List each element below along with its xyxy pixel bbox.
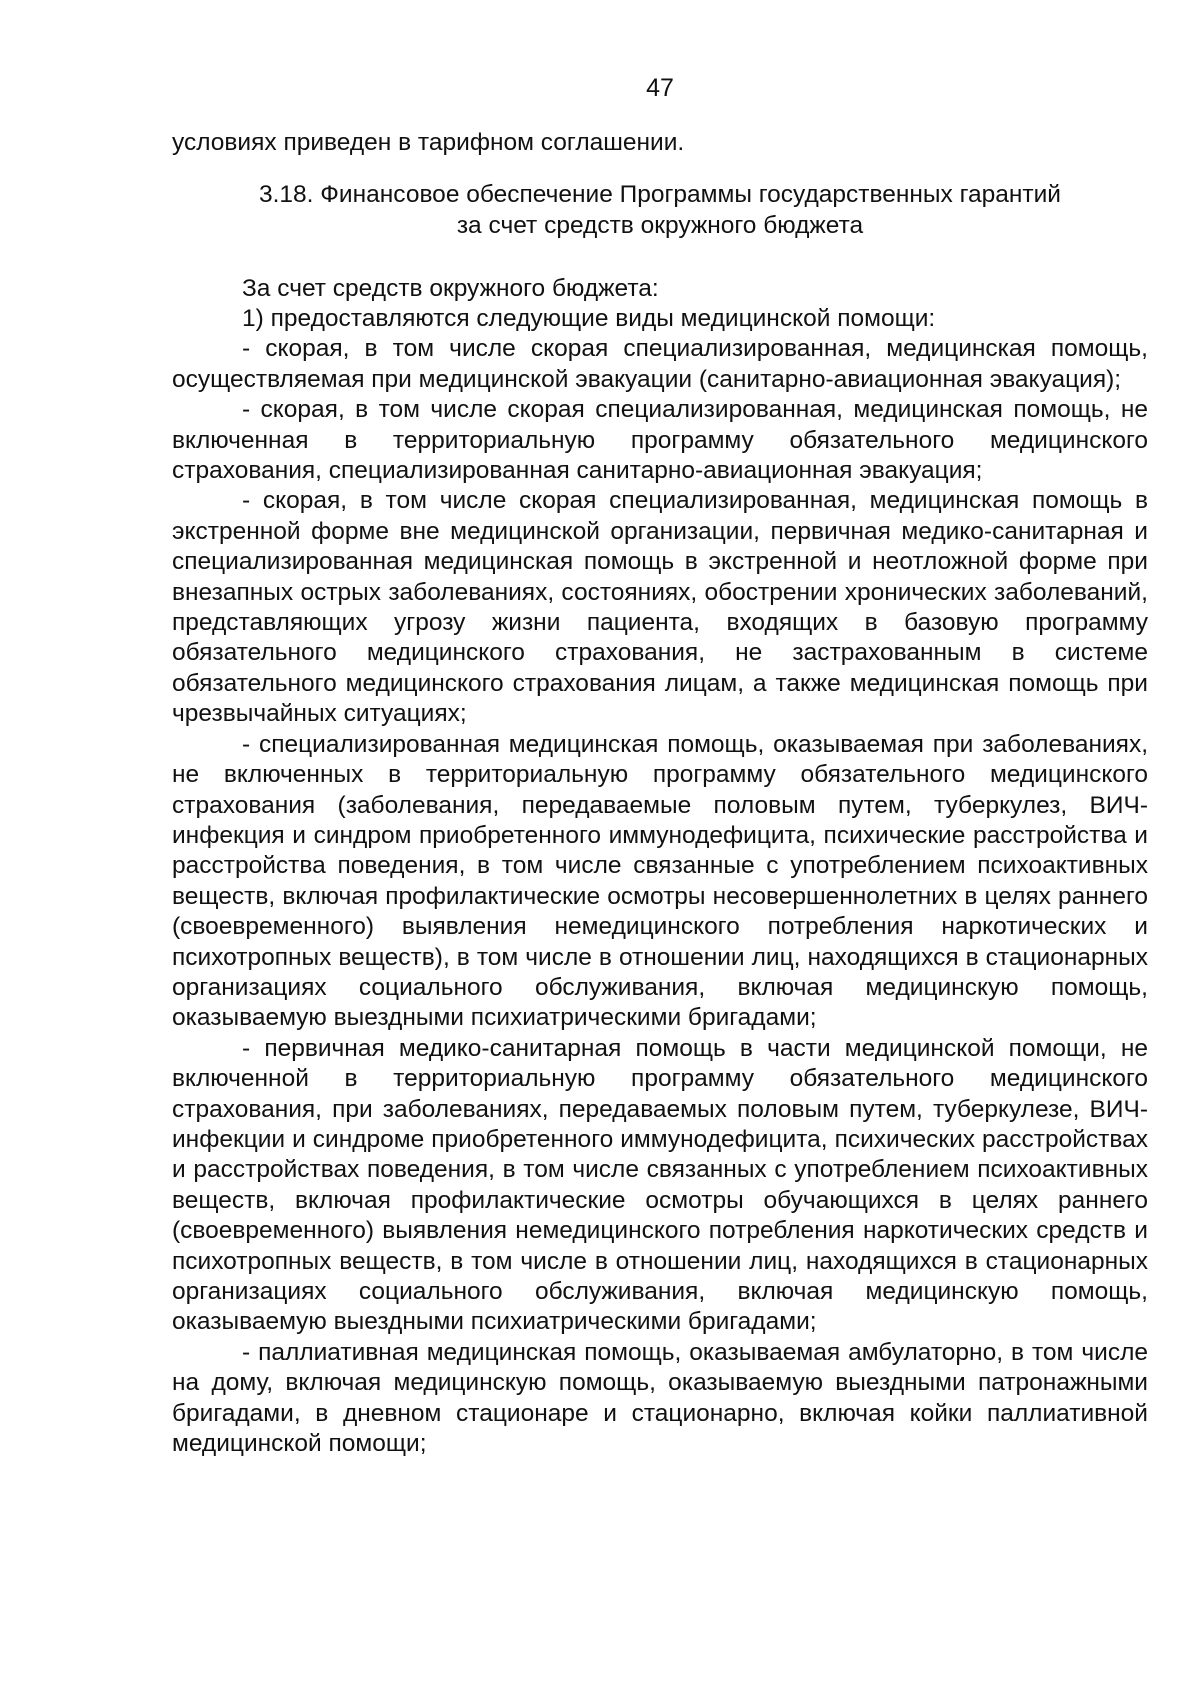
section-heading — [172, 180, 1148, 241]
page-number: 47 — [646, 74, 674, 102]
section-heading-line-2: за счет средств окружного бюджета — [456, 212, 864, 239]
list-item-1: - скорая, в том числе скорая специализированная, медицинская помощь, осуществляемая при медицинской эвакуации (санитарно-авиационная эвакуация); — [172, 335, 1148, 393]
list-item-5: - первичная медико-санитарная помощь в части медицинской помощи, не включенной в территориальную программу обязательного медицинского страхования, при заболеваниях, передаваемых половым путем, туберкулезе, ВИЧ-инфекции и синдроме приобретенного иммунодефицита, психических расстройствах и расстройствах поведения, в том числе связанных с употреблением психоактивных веществ, включая профилактические осмотры обучающихся в целях раннего (своевременного) выявления немедицинского потребления наркотических средств и психотропных веществ, в том числе в отношении лиц, находящихся в стационарных организациях социального обслуживания, включая медицинскую помощь, оказываемую выездными психиатрическими бригадами; — [172, 1034, 1148, 1336]
carryover-paragraph: условиях приведен в тарифном соглашении. — [172, 129, 685, 156]
list-item-3: - скорая, в том числе скорая специализированная, медицинская помощь в экстренной форме вне медицинской организации, первичная медико-санитарная и специализированная медицинская помощь в экстренной и неотложной форме при внезапных острых заболеваниях, состояниях, обострении хронических заболеваний, представляющих угрозу жизни пациента, входящих в базовую программу обязательного медицинского страхования, не застрахованным в системе обязательного медицинского страхования лицам, а также медицинская помощь при чрезвычайных ситуациях; — [172, 487, 1148, 728]
document-body — [172, 128, 1148, 1459]
document-page — [172, 0, 1148, 1697]
list-item-4: - специализированная медицинская помощь, оказываемая при заболеваниях, не включенных в территориальную программу обязательного медицинского страхования (заболевания, передаваемые половым путем, туберкулез, ВИЧ-инфекция и синдром приобретенного иммунодефицита, психические расстройства и расстройства поведения, в том числе связанные с употреблением психоактивных веществ, включая профилактические осмотры несовершеннолетних в целях раннего (своевременного) выявления немедицинского потребления наркотических и психотропных веществ), в том числе в отношении лиц, находящихся в стационарных организациях социального обслуживания, включая медицинскую помощь, оказываемую выездными психиатрическими бригадами; — [172, 730, 1148, 1032]
intro-paragraph: За счет средств окружного бюджета: — [242, 274, 659, 302]
list-item-2: - скорая, в том числе скорая специализированная, медицинская помощь, не включенная в территориальную программу обязательного медицинского страхования, специализированная санитарно-авиационная эвакуация; — [172, 396, 1148, 485]
subintro-paragraph: 1) предоставляются следующие виды медицинской помощи: — [242, 305, 936, 332]
section-heading-line-1: 3.18. Финансовое обеспечение Программы государственных гарантий — [259, 181, 1061, 209]
list-item-6: - паллиативная медицинская помощь, оказываемая амбулаторно, в том числе на дому, включая медицинскую помощь, оказываемую выездными патронажными бригадами, в дневном стационаре и стационарно, включая койки паллиативной медицинской помощи; — [172, 1338, 1148, 1458]
